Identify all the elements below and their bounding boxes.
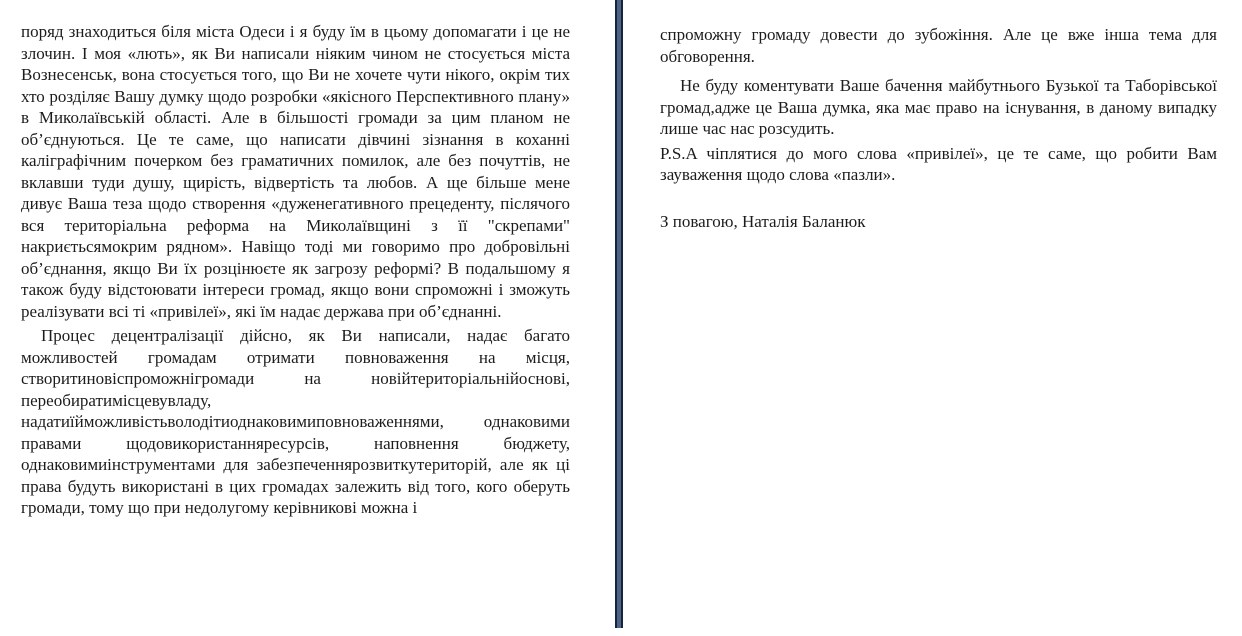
left-page-text: [21, 0, 570, 519]
paragraph: Не буду коментувати Ваше бачення майбутнього Бузької та Таборівської громад,адже це Ваша думка, яка має право на існування, в даному випадку лише час нас розсудить.: [660, 76, 1217, 138]
paragraph: спроможну громаду довести до зубожіння. Але це вже інша тема для обговорення.: [660, 25, 1217, 66]
page-divider: [615, 0, 623, 628]
paragraph: Процес децентралізації дійсно, як Ви написали, надає багато можливостей громадам отримати повноваження на місця, створитиновіспроможнігромади на новійтериторіальнійоснові, переобиратимісцевувладу, надатиїйможливістьволодітиоднаковимиповноваженнями, однаковими правами щодовикористанняресурсів, наповнення бюджету, однаковимиінструментами для забезпеченнярозвиткутериторій, але як ці права будуть використані в цих громадах залежить від того, кого оберуть громади, тому що при недолугому керівникові можна і: [21, 326, 570, 517]
right-page-text: [660, 0, 1217, 232]
postscript-paragraph: P.S.A чіплятися до мого слова «привілеї», це те саме, що робити Вам зауваження щодо слова «пазли».: [660, 143, 1217, 184]
signature-line: З повагою, Наталія Баланюк: [660, 211, 866, 231]
paragraph: поряд знаходиться біля міста Одеси і я буду їм в цьому допомагати і це не злочин. І моя «лють», як Ви написали ніяким чином не стосується міста Вознесенськ, вона стосується того, що Ви не хочете чути нікого, окрім тих хто розділяє Вашу думку щодо розробки «якісного Перспективного плану» в Миколаївській області. Але в більшості громади за цим планом не об’єднуються. Це те саме, що написати дівчині зізнання в коханні каліграфічним почерком без граматичних помилок, але без почуттів, не вклавши туди душу, щирість, відвертість та любов. А ще більше мене дивує Ваша теза щодо створення «дуженегативного прецеденту, післячого вся територіальна реформа на Миколаївщині з її "скрепами" накриєтьсямокрим рядном». Навіщо тоді ми говоримо про добровільні об’єднання, якщо Ви їх розцінюєте як загрозу реформі? В подальшому я також буду відстоювати інтереси громад, якщо вони спроможні і зможуть реалізувати всі ті «привілеї», які їм надає держава при об’єднанні.: [21, 22, 570, 321]
